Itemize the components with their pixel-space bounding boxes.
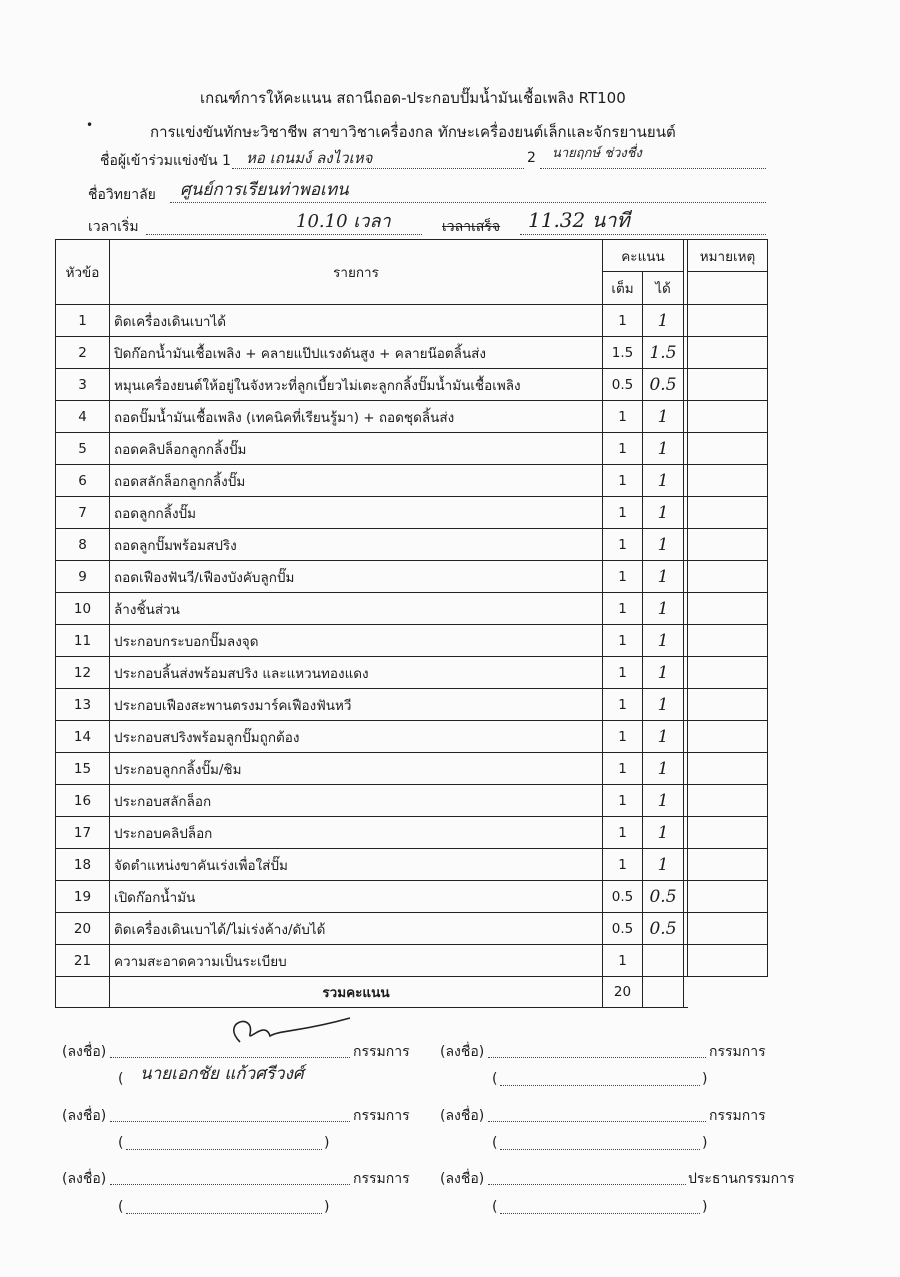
row-full-score: 1	[603, 817, 643, 849]
college-handwriting: ศูนย์การเรียนท่าพอเทน	[180, 180, 349, 200]
row-number: 21	[56, 945, 110, 977]
row-got-score: 1	[643, 721, 684, 753]
open-paren-1r: (	[492, 1071, 498, 1087]
page-subtitle: การแข่งขันทักษะวิชาชีพ สาขาวิชาเครื่องกล ทักษะเครื่องยนต์เล็กและจักรยานยนต์	[150, 123, 676, 141]
row-number: 1	[56, 305, 110, 337]
row-number: 11	[56, 625, 110, 657]
row-item: ล้างชิ้นส่วน	[110, 593, 603, 625]
row-item: ปิดก๊อกน้ำมันเชื้อเพลิง + คลายแป๊ปแรงดันสูง + คลายน๊อตลิ้นส่ง	[110, 337, 603, 369]
table-row	[56, 689, 768, 721]
committee-label-2l: กรรมการ	[353, 1108, 410, 1124]
name-line-1r	[500, 1085, 700, 1086]
committee-label-3l: กรรมการ	[353, 1171, 410, 1187]
row-full-score: 1	[603, 753, 643, 785]
row-number: 5	[56, 433, 110, 465]
participant2-dotted-line	[540, 168, 766, 169]
open-paren-1l: (	[118, 1071, 124, 1087]
row-full-score: 1	[603, 721, 643, 753]
row-full-score: 0.5	[603, 369, 643, 401]
row-number: 9	[56, 561, 110, 593]
header-note-sub	[688, 272, 768, 305]
sign-line-3l	[110, 1184, 350, 1185]
row-number: 6	[56, 465, 110, 497]
name-line-3l	[126, 1213, 322, 1214]
row-item: ถอดลูกปั๊มพร้อมสปริง	[110, 529, 603, 561]
total-full: 20	[603, 977, 643, 1008]
table-row	[56, 401, 768, 433]
row-full-score: 1	[603, 689, 643, 721]
participant2-handwriting: นายฤกษ์ ช่วงชื่ง	[552, 146, 642, 161]
header-full: เต็ม	[603, 272, 643, 305]
row-note	[688, 785, 768, 817]
header-note: หมายเหตุ	[688, 240, 768, 272]
row-item: ประกอบสปริงพร้อมลูกปั๊มถูกต้อง	[110, 721, 603, 753]
college-label: ชื่อวิทยาลัย	[88, 187, 156, 203]
row-note	[688, 657, 768, 689]
row-got-score: 1	[643, 465, 684, 497]
header-score: คะแนน	[603, 240, 684, 272]
total-label: รวมคะแนน	[110, 977, 603, 1008]
sign-line-3r	[488, 1184, 686, 1185]
end-time-handwriting: 11.32 นาที	[528, 208, 630, 232]
row-full-score: 0.5	[603, 913, 643, 945]
row-got-score: 0.5	[643, 369, 684, 401]
row-got-score: 0.5	[643, 881, 684, 913]
table-row	[56, 305, 768, 337]
row-note	[688, 721, 768, 753]
row-got-score: 1	[643, 433, 684, 465]
start-time-label: เวลาเริ่ม	[88, 219, 139, 235]
table-row	[56, 785, 768, 817]
row-number: 12	[56, 657, 110, 689]
total-empty-cell	[56, 977, 110, 1008]
row-full-score: 0.5	[603, 881, 643, 913]
row-full-score: 1	[603, 945, 643, 977]
table-row	[56, 849, 768, 881]
sign-line-1r	[488, 1057, 706, 1058]
header-no: หัวข้อ	[56, 240, 110, 305]
row-number: 4	[56, 401, 110, 433]
row-note	[688, 561, 768, 593]
row-full-score: 1.5	[603, 337, 643, 369]
row-item: หมุนเครื่องยนต์ให้อยู่ในจังหวะที่ลูกเบี้ยวไม่เตะลูกกลิ้งปั๊มน้ำมันเชื้อเพลิง	[110, 369, 603, 401]
row-number: 13	[56, 689, 110, 721]
table-row	[56, 817, 768, 849]
total-row	[56, 977, 768, 1008]
open-paren-2r: (	[492, 1135, 498, 1151]
row-item: ความสะอาดความเป็นระเบียบ	[110, 945, 603, 977]
row-got-score: 0.5	[643, 913, 684, 945]
score-table	[55, 239, 768, 1008]
start-time-handwriting: 10.10 เวลา	[296, 211, 391, 232]
table-row	[56, 625, 768, 657]
row-item: ประกอบกระบอกปั๊มลงจุด	[110, 625, 603, 657]
row-full-score: 1	[603, 465, 643, 497]
sign-prefix-2l: (ลงชื่อ)	[62, 1108, 107, 1124]
row-full-score: 1	[603, 849, 643, 881]
total-note	[688, 977, 768, 1008]
sign-prefix-2r: (ลงชื่อ)	[440, 1108, 485, 1124]
close-paren-3r: )	[702, 1199, 708, 1215]
participant2-label: 2	[527, 150, 536, 166]
row-got-score: 1	[643, 593, 684, 625]
row-number: 20	[56, 913, 110, 945]
row-number: 19	[56, 881, 110, 913]
row-full-score: 1	[603, 433, 643, 465]
table-row	[56, 529, 768, 561]
row-item: จัดตำแหน่งขาคันเร่งเพื่อใส่ปั๊ม	[110, 849, 603, 881]
row-item: ประกอบคลิปล็อก	[110, 817, 603, 849]
row-got-score: 1	[643, 305, 684, 337]
row-got-score	[643, 945, 684, 977]
row-number: 3	[56, 369, 110, 401]
row-number: 14	[56, 721, 110, 753]
table-row	[56, 593, 768, 625]
committee-label-1r: กรรมการ	[709, 1044, 766, 1060]
table-row	[56, 497, 768, 529]
row-item: ติดเครื่องเดินเบาได้/ไม่เร่งค้าง/ดับได้	[110, 913, 603, 945]
bullet-mark: •	[86, 118, 94, 132]
committee-label-2r: กรรมการ	[709, 1108, 766, 1124]
row-got-score: 1	[643, 785, 684, 817]
row-number: 7	[56, 497, 110, 529]
row-note	[688, 337, 768, 369]
name-line-3r	[500, 1213, 700, 1214]
row-item: ถอดคลิปล็อกลูกกลิ้งปั๊ม	[110, 433, 603, 465]
sign-line-2l	[110, 1121, 350, 1122]
row-full-score: 1	[603, 529, 643, 561]
name-line-2l	[126, 1149, 322, 1150]
sign-prefix-3r: (ลงชื่อ)	[440, 1171, 485, 1187]
row-number: 10	[56, 593, 110, 625]
row-full-score: 1	[603, 305, 643, 337]
table-row	[56, 913, 768, 945]
row-item: ถอดปั๊มน้ำมันเชื้อเพลิง (เทคนิคที่เรียนรู้มา) + ถอดชุดลิ้นส่ง	[110, 401, 603, 433]
row-note	[688, 945, 768, 977]
close-paren-2r: )	[702, 1135, 708, 1151]
row-note	[688, 913, 768, 945]
row-full-score: 1	[603, 625, 643, 657]
row-note	[688, 497, 768, 529]
row-got-score: 1	[643, 753, 684, 785]
row-got-score: 1	[643, 817, 684, 849]
table-row	[56, 721, 768, 753]
row-note	[688, 849, 768, 881]
row-note	[688, 689, 768, 721]
row-full-score: 1	[603, 785, 643, 817]
row-got-score: 1	[643, 625, 684, 657]
table-row	[56, 753, 768, 785]
table-row	[56, 369, 768, 401]
row-item: เปิดก๊อกน้ำมัน	[110, 881, 603, 913]
sign-line-1l	[110, 1057, 350, 1058]
row-item: ประกอบลูกกลิ้งปั๊ม/ชิม	[110, 753, 603, 785]
row-note	[688, 817, 768, 849]
row-got-score: 1	[643, 401, 684, 433]
participant-label: ชื่อผู้เข้าร่วมแข่งขัน 1	[100, 153, 231, 169]
row-got-score: 1	[643, 657, 684, 689]
table-row	[56, 561, 768, 593]
row-got-score: 1	[643, 497, 684, 529]
row-item: ประกอบสลักล็อก	[110, 785, 603, 817]
table-row	[56, 433, 768, 465]
row-item: ประกอบลิ้นส่งพร้อมสปริง และแหวนทองแดง	[110, 657, 603, 689]
sign-line-2r	[488, 1121, 706, 1122]
sign-prefix-3l: (ลงชื่อ)	[62, 1171, 107, 1187]
page-title: เกณฑ์การให้คะแนน สถานีถอด-ประกอบปั๊มน้ำมันเชื้อเพลิง RT100	[200, 89, 626, 107]
row-item: ถอดเฟืองฟันวี/เฟืองบังคับลูกปั๊ม	[110, 561, 603, 593]
open-paren-3l: (	[118, 1199, 124, 1215]
row-got-score: 1	[643, 561, 684, 593]
row-item: ประกอบเฟืองสะพานตรงมาร์คเฟืองฟันหวี	[110, 689, 603, 721]
row-got-score: 1	[643, 529, 684, 561]
row-full-score: 1	[603, 401, 643, 433]
close-paren-2l: )	[324, 1135, 330, 1151]
row-got-score: 1	[643, 849, 684, 881]
chairman-label: ประธานกรรมการ	[688, 1171, 795, 1187]
row-number: 16	[56, 785, 110, 817]
signature-scribble-1	[210, 1012, 360, 1052]
row-item: ถอดสลักล็อกลูกกลิ้งปั๊ม	[110, 465, 603, 497]
row-number: 15	[56, 753, 110, 785]
sign-prefix-1l: (ลงชื่อ)	[62, 1044, 107, 1060]
open-paren-3r: (	[492, 1199, 498, 1215]
row-note	[688, 401, 768, 433]
row-number: 18	[56, 849, 110, 881]
row-number: 2	[56, 337, 110, 369]
row-item: ติดเครื่องเดินเบาได้	[110, 305, 603, 337]
open-paren-2l: (	[118, 1135, 124, 1151]
row-item: ถอดลูกกลิ้งปั๊ม	[110, 497, 603, 529]
row-note	[688, 529, 768, 561]
table-row	[56, 657, 768, 689]
row-note	[688, 625, 768, 657]
committee-label-1l: กรรมการ	[353, 1044, 410, 1060]
close-paren-1r: )	[702, 1071, 708, 1087]
table-row	[56, 465, 768, 497]
row-full-score: 1	[603, 497, 643, 529]
row-number: 17	[56, 817, 110, 849]
row-note	[688, 593, 768, 625]
row-note	[688, 305, 768, 337]
row-note	[688, 369, 768, 401]
table-row	[56, 945, 768, 977]
participant1-handwriting: หอ เถนมง์ ลงไวเหจ	[246, 149, 373, 167]
row-number: 8	[56, 529, 110, 561]
row-got-score: 1.5	[643, 337, 684, 369]
total-got	[643, 977, 684, 1008]
row-got-score: 1	[643, 689, 684, 721]
row-note	[688, 753, 768, 785]
row-full-score: 1	[603, 657, 643, 689]
table-row	[56, 337, 768, 369]
end-time-label: เวลาเสร็จ	[442, 219, 501, 235]
row-full-score: 1	[603, 561, 643, 593]
close-paren-3l: )	[324, 1199, 330, 1215]
row-full-score: 1	[603, 593, 643, 625]
header-item: รายการ	[110, 240, 603, 305]
row-note	[688, 465, 768, 497]
table-row	[56, 881, 768, 913]
row-note	[688, 433, 768, 465]
sign-prefix-1r: (ลงชื่อ)	[440, 1044, 485, 1060]
row-note	[688, 881, 768, 913]
name-line-2r	[500, 1149, 700, 1150]
signer1-name-handwriting: นายเอกชัย แก้วศรีวงศ์	[140, 1064, 304, 1084]
header-got: ได้	[643, 272, 684, 305]
